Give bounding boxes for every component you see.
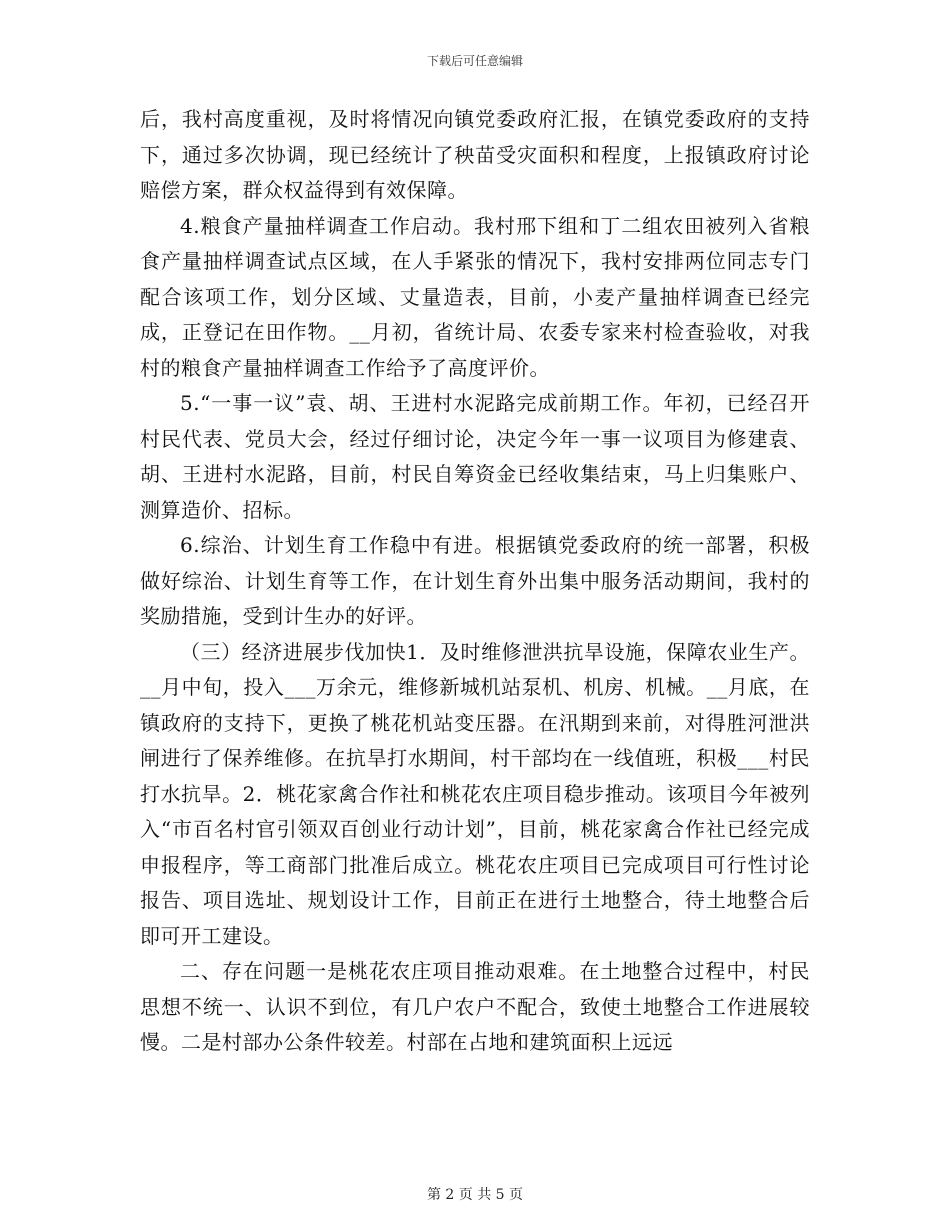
paragraph-item-6: 6.综治、计划生育工作稳中有进。根据镇党委政府的统一部署，积极做好综治、计划生育等工作，在计划生育外出集中服务活动期间，我村的奖励措施，受到计生办的好评。 <box>140 533 810 628</box>
document-body <box>140 102 810 1061</box>
page-footer: 第 2 页 共 5 页 <box>426 1187 524 1203</box>
paragraph-section-3: （三）经济进展步伐加快1．及时维修泄洪抗旱设施，保障农业生产。__月中旬，投入___万余元，维修新城机站泵机、机房、机械。__月底，在镇政府的支持下，更换了桃花机站变压器。在汛期到来前，对得胜河泄洪闸进行了保养维修。在抗旱打水期间，村干部均在一线值班，积极___村民打水抗旱。2．桃花家禽合作社和桃花农庄项目稳步推动。该项目今年被列入“市百名村官引领双百创业行动计划”，目前，桃花家禽合作社已经完成申报程序，等工商部门批准后成立。桃花农庄项目已完成项目可行性讨论报告、项目选址、规划设计工作，目前正在进行土地整合，待土地整合后即可开工建设。 <box>140 639 810 948</box>
paragraph-item-5: 5.“一事一议”袁、胡、王进村水泥路完成前期工作。年初，已经召开村民代表、党员大会，经过仔细讨论，决定今年一事一议项目为修建袁、胡、王进村水泥路，目前，村民自筹资金已经收集结束，马上归集账户、测算造价、招标。 <box>140 391 810 522</box>
paragraph-continuation: 后，我村高度重视，及时将情况向镇党委政府汇报，在镇党委政府的支持下，通过多次协调，现已经统计了秧苗受灾面积和程度，上报镇政府讨论赔偿方案，群众权益得到有效保障。 <box>140 107 810 202</box>
paragraph-problems: 二、存在问题一是桃花农庄项目推动艰难。在土地整合过程中，村民思想不统一、认识不到位，有几户农户不配合，致使土地整合工作进展较慢。二是村部办公条件较差。村部在占地和建筑面积上远远 <box>140 959 810 1054</box>
paragraph-item-4: 4.粮食产量抽样调查工作启动。我村邢下组和丁二组农田被列入省粮食产量抽样调查试点区域，在人手紧张的情况下，我村安排两位同志专门配合该项工作，划分区域、丈量造表，目前，小麦产量抽样调查已经完成，正登记在田作物。__月初，省统计局、农委专家来村检查验收，对我村的粮食产量抽样调查工作给予了高度评价。 <box>140 213 810 380</box>
page-header: 下载后可任意编辑 <box>426 54 523 68</box>
